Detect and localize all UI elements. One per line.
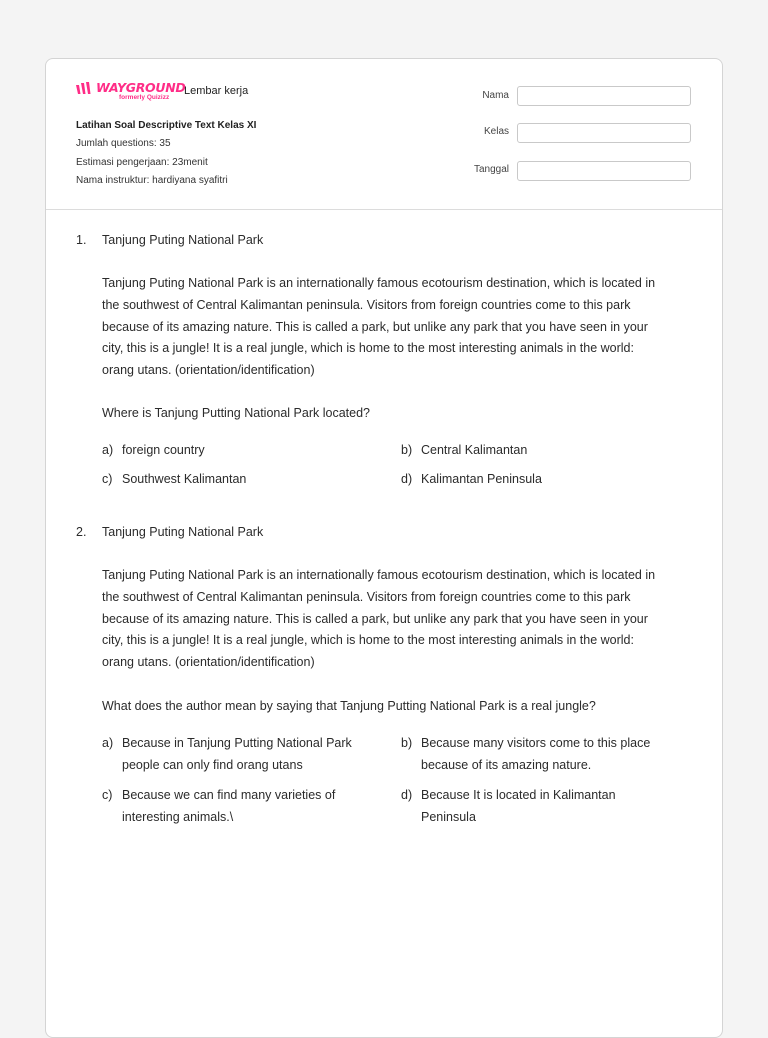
passage	[102, 273, 702, 382]
brand-subtitle: formerly Quizizz	[119, 94, 170, 101]
time-estimate: Estimasi pengerjaan: 23menit	[76, 156, 208, 168]
passage-line: because of its amazing nature. This is called a park, but unlike any park that you have seen in your	[102, 319, 648, 334]
instructor-name: Nama instruktur: hardiyana syafitri	[76, 174, 228, 186]
passage-line: orang utans. (orientation/identification)	[102, 655, 315, 670]
option-letter: c)	[102, 472, 113, 486]
passage-line: city, this is a jungle! It is a real jungle, which is home to the most interesting animals in the world:	[102, 633, 634, 648]
name-field[interactable]	[517, 86, 691, 106]
option-c[interactable]	[102, 784, 362, 828]
option-text: foreign country	[122, 443, 205, 457]
option-text: Central Kalimantan	[421, 443, 528, 457]
option-letter: b)	[401, 443, 413, 457]
date-field[interactable]	[517, 161, 691, 181]
option-a[interactable]	[102, 439, 362, 461]
worksheet-title: Latihan Soal Descriptive Text Kelas XI	[76, 120, 257, 131]
worksheet-meta	[76, 117, 256, 190]
class-field[interactable]	[517, 123, 691, 143]
passage-line: the southwest of Central Kalimantan peninsula. Visitors from foreign countries come to this park	[102, 589, 631, 604]
question-number: 2.	[76, 525, 87, 539]
option-d[interactable]	[401, 468, 661, 490]
worksheet-header	[46, 59, 722, 210]
passage	[102, 565, 702, 674]
option-letter: d)	[401, 788, 413, 802]
option-text: Because in Tanjung Putting National Park people can only find orang utans	[122, 736, 352, 772]
option-text: Kalimantan Peninsula	[421, 472, 542, 486]
option-text: Because we can find many varieties of interesting animals.\	[122, 788, 336, 824]
question-number: 1.	[76, 233, 87, 247]
option-b[interactable]	[401, 439, 661, 461]
passage-line: city, this is a jungle! It is a real jungle, which is home to the most interesting animals in the world:	[102, 341, 634, 356]
option-text: Because It is located in Kalimantan Peninsula	[421, 788, 616, 824]
passage-line: because of its amazing nature. This is called a park, but unlike any park that you have seen in your	[102, 611, 648, 626]
passage-line: Tanjung Puting National Park is an internationally famous ecotourism destination, which is located in	[102, 276, 656, 290]
brand-logo	[76, 80, 186, 102]
question-title: Tanjung Puting National Park	[102, 525, 264, 539]
worksheet-page	[45, 58, 723, 1038]
option-letter: a)	[102, 443, 114, 457]
option-d[interactable]	[401, 784, 661, 828]
option-letter: d)	[401, 472, 413, 486]
worksheet-label: Lembar kerja	[184, 85, 249, 97]
name-label: Nama	[482, 90, 509, 101]
option-letter: a)	[102, 736, 114, 750]
passage-line: the southwest of Central Kalimantan peninsula. Visitors from foreign countries come to this park	[102, 297, 631, 312]
passage-line: orang utans. (orientation/identification)	[102, 363, 315, 378]
date-label: Tanggal	[473, 164, 509, 175]
wayground-logo-icon	[76, 82, 94, 94]
question-text: Where is Tanjung Putting National Park located?	[102, 406, 370, 420]
passage-line: Tanjung Puting National Park is an internationally famous ecotourism destination, which is located in	[102, 568, 656, 582]
option-b[interactable]	[401, 732, 661, 776]
option-letter: b)	[401, 736, 413, 750]
option-c[interactable]	[102, 468, 362, 490]
question-count: Jumlah questions: 35	[76, 138, 171, 150]
option-text: Because many visitors come to this place because of its amazing nature.	[421, 736, 651, 772]
option-a[interactable]	[102, 732, 362, 776]
question-title: Tanjung Puting National Park	[102, 233, 264, 247]
option-text: Southwest Kalimantan	[122, 472, 247, 486]
brand-name: WAYGROUND	[96, 80, 186, 95]
class-label: Kelas	[483, 126, 509, 137]
option-letter: c)	[102, 788, 113, 802]
question-text: What does the author mean by saying that Tanjung Putting National Park is a real jungle?	[102, 699, 596, 713]
